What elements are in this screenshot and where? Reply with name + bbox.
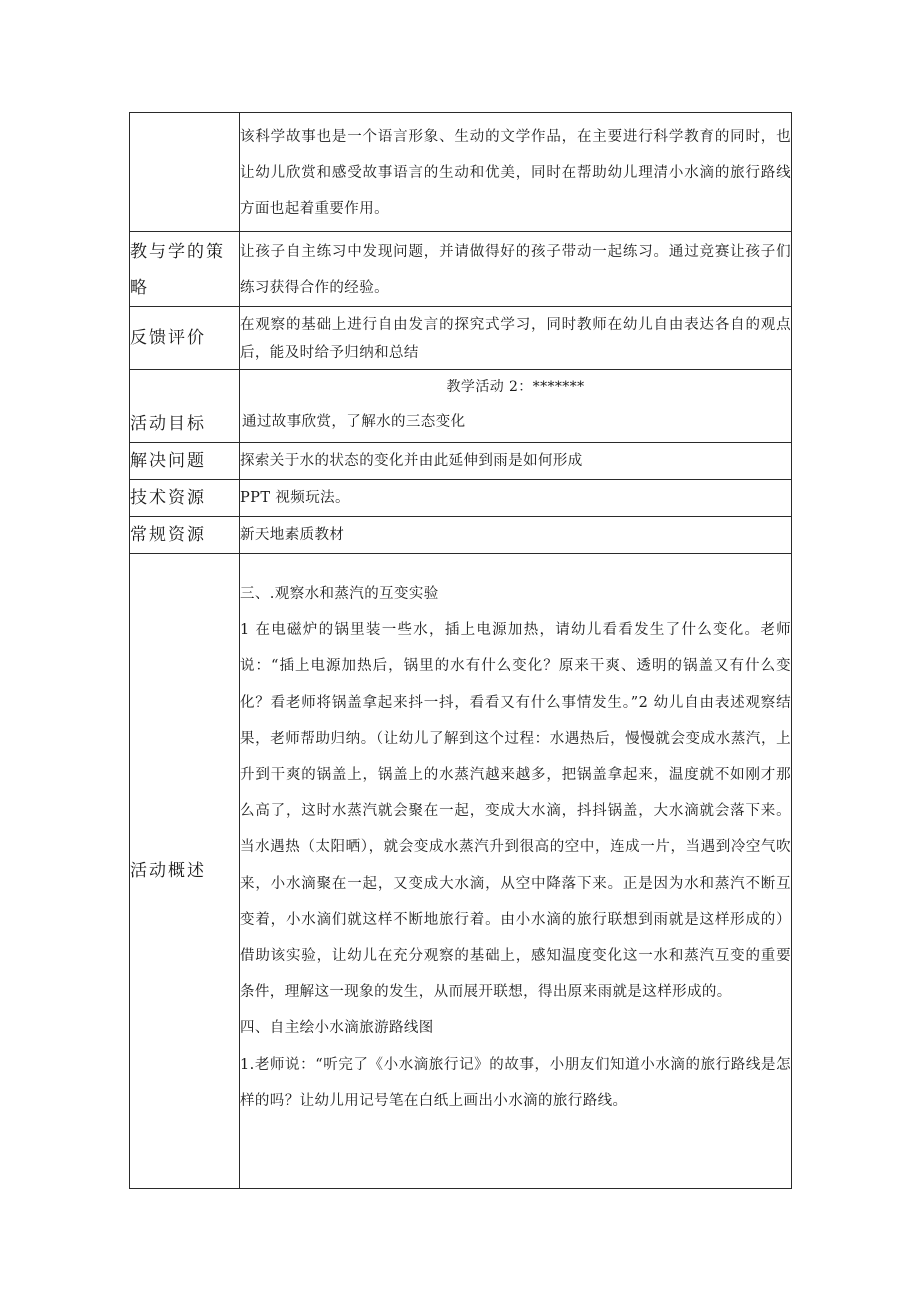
row-label-regular-resource: 常规资源: [130, 517, 240, 554]
row-label-empty: [130, 113, 240, 232]
row-label-tech-resource: 技术资源: [130, 480, 240, 517]
table-row: [130, 480, 792, 517]
row-label-feedback: 反馈评价: [130, 307, 240, 370]
regular-resource-cell: 新天地素质教材: [240, 517, 792, 554]
table-row: [130, 307, 792, 370]
row-label-goal: 活动目标: [130, 370, 240, 443]
table-row: [130, 517, 792, 554]
overview-heading-4: 四、自主绘小水滴旅游路线图: [240, 1020, 434, 1037]
table-row: [130, 554, 792, 1189]
row-label-strategy: 教与学的策略: [130, 232, 240, 307]
feedback-cell: 在观察的基础上进行自由发言的探究式学习，同时教师在幼儿自由表达各自的观点后，能及时给予归纳和总结: [240, 307, 792, 370]
lesson-plan-table: [129, 112, 792, 1189]
table-row: [130, 370, 792, 443]
overview-cell: [240, 554, 792, 1189]
tech-resource-cell: PPT 视频玩法。: [240, 480, 792, 517]
table-row: [130, 113, 792, 232]
overview-heading-3: 三、.观察水和蒸汽的互变实验: [240, 586, 439, 602]
table-row: [130, 443, 792, 480]
activity-goal-text: 通过故事欣赏，了解水的三态变化: [242, 414, 466, 430]
overview-experiment-paragraph: 1 在电磁炉的锅里装一些水，插上电源加热，请幼儿看看发生了什么变化。老师说：“插上电源加热后，锅里的水有什么变化？原来干爽、透明的锅盖又有什么变化？看老师将锅盖拿起来抖一抖，看看又有什么事情发生。”2 幼儿自由表述观察结果，老师帮助归纳。（让幼儿了解到这个过程：水遇热后，慢慢就会变成水蒸汽，上升到干爽的锅盖上，锅盖上的水蒸汽越来越多，把锅盖拿起来，温度就不如刚才那么高了，这时水蒸汽就会聚在一起，变成大水滴，抖抖锅盖，大水滴就会落下来。当水遇热（太阳晒），就会变成水蒸汽升到很高的空中，连成一片，当遇到冷空气吹来，小水滴聚在一起，又变成大水滴，从空中降落下来。正是因为水和蒸汽不断互变着，小水滴们就这样不断地旅行着。由小水滴的旅行联想到雨就是这样形成的）借助该实验，让幼儿在充分观察的基础上，感知温度变化这一水和蒸汽互变的重要条件，理解这一现象的发生，从而展开联想，得出原来雨就是这样形成的。: [240, 622, 791, 1001]
row-label-overview: 活动概述: [130, 554, 240, 1189]
problem-cell: 探索关于水的状态的变化并由此延伸到雨是如何形成: [240, 443, 792, 480]
table-row: [130, 232, 792, 307]
row-label-problem: 解决问题: [130, 443, 240, 480]
overview-drawing-paragraph: 1.老师说：“听完了《小水滴旅行记》的故事，小朋友们知道小水滴的旅行路线是怎样的吗？让幼儿用记号笔在白纸上画出小水滴的旅行路线。: [240, 1056, 791, 1109]
story-description-cell: 该科学故事也是一个语言形象、生动的文学作品，在主要进行科学教育的同时，也让幼儿欣赏和感受故事语言的生动和优美，同时在帮助幼儿理清小水滴的旅行路线方面也起着重要作用。: [240, 113, 792, 232]
strategy-cell: 让孩子自主练习中发现问题，并请做得好的孩子带动一起练习。通过竞赛让孩子们练习获得合作的经验。: [240, 232, 792, 307]
goal-cell: [240, 370, 792, 443]
activity-title: 教学活动 2：*******: [446, 379, 585, 395]
